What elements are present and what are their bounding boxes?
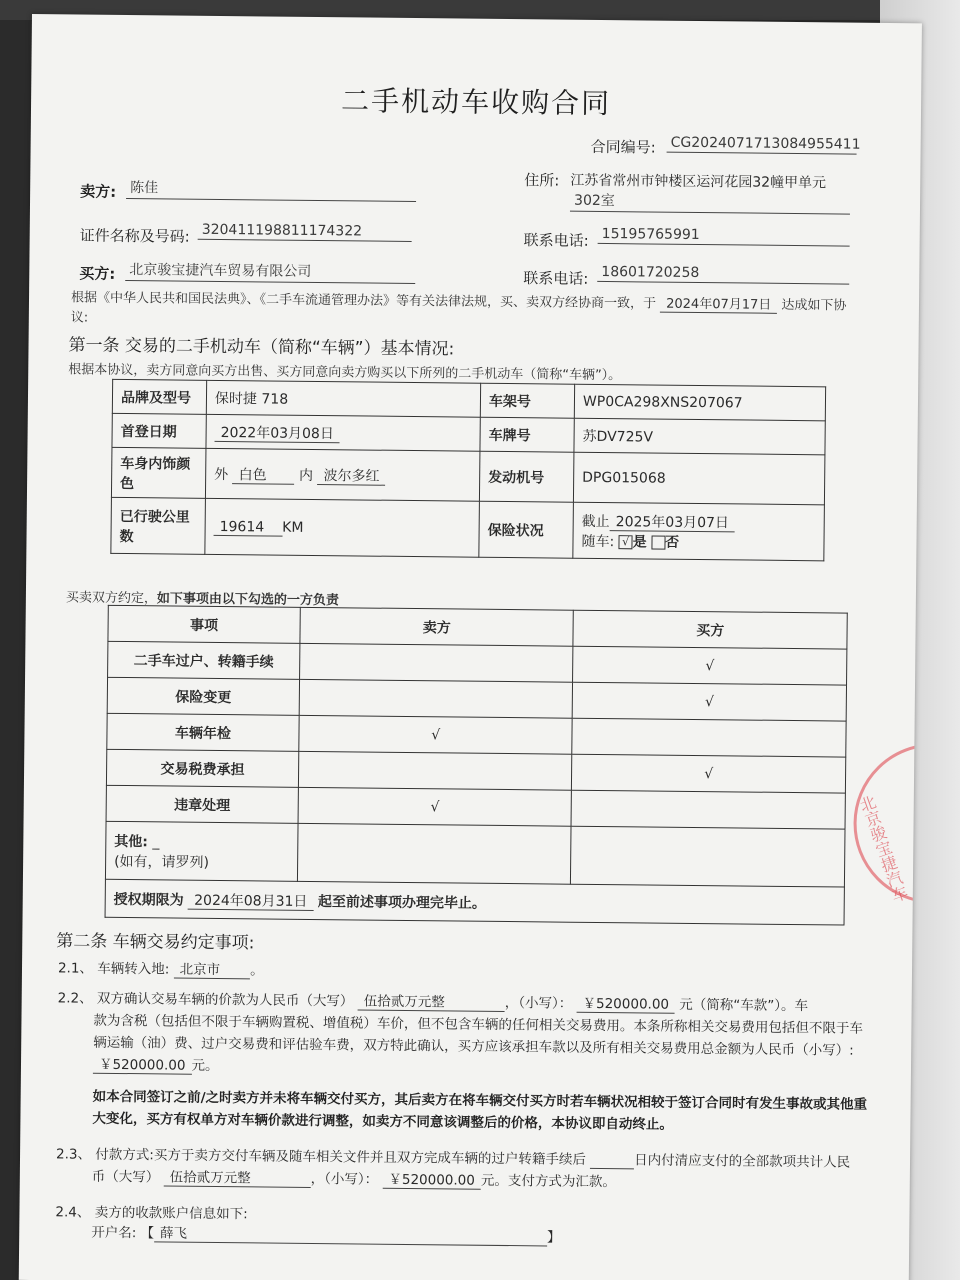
seal-text: 北京骏宝捷汽车 — [855, 792, 911, 905]
clause-2-4: 2.4、 卖方的收款账户信息如下: — [55, 1204, 248, 1223]
header-seller: 卖方 — [300, 607, 574, 646]
row-item: 车辆年检 — [107, 713, 299, 751]
plate-value: 苏DV725V — [574, 418, 825, 455]
contract-paper — [19, 14, 922, 1280]
interior-color: 波尔多红 — [317, 468, 385, 486]
row-seller-check: √ — [299, 715, 573, 754]
bold-clause-line2: 大变化，买方有权单方对车辆价款进行调整，如卖方不同意该调整后的价格，本协议即自动终止。 — [92, 1110, 673, 1133]
buyer-name: 北京骏宝捷汽车贸易有限公司 — [125, 259, 415, 284]
clause-2-2: 2.2、 双方确认交易车辆的价款为人民币（大写） 伍拾贰万元整 ，（小写）： ￥520000.00 元（简称“车款”）。车 — [57, 990, 809, 1015]
reg-date-label: 首登日期 — [112, 413, 206, 448]
row-buyer-check — [571, 790, 845, 829]
row-seller-check — [298, 751, 572, 790]
other-seller — [297, 823, 571, 884]
header-buyer: 买方 — [573, 610, 847, 649]
total-amount: ￥520000.00 — [93, 1057, 192, 1075]
seller-name: 陈佳 — [126, 177, 416, 202]
row-seller-check: √ — [298, 787, 572, 826]
clause-2-3-line2: 币（大写） 伍拾贰万元整 ，（小写）： ￥520000.00 元。支付方式为汇款。 — [91, 1168, 616, 1191]
address-line-1: 江苏省常州市钟楼区运河花园32幢甲单元 — [570, 172, 827, 192]
account-label: 开户名: — [91, 1224, 137, 1242]
reg-date-value: 2022年03月08日 — [215, 424, 340, 442]
insurance-cell: 截止 2025年03月07日 随车: √ 是 否 — [573, 502, 825, 561]
insurance-until: 2025年03月07日 — [610, 514, 735, 532]
document-title: 二手机动车收购合同 — [340, 84, 612, 121]
vin-value: WP0CA298XNS207067 — [574, 384, 825, 421]
buyer-label: 买方: — [79, 264, 116, 283]
address-label: 住所: — [524, 171, 560, 190]
transfer-city: 北京市 — [174, 962, 251, 980]
other-label: 其他: — [114, 833, 149, 850]
seller-phone: 15195765991 — [598, 226, 850, 247]
deadline-value: 2024年08月31日 — [188, 892, 313, 910]
vehicle-table — [110, 379, 826, 561]
payment-lower: ￥520000.00 — [382, 1172, 481, 1190]
buyer-phone: 18601720258 — [597, 264, 849, 285]
row-buyer-check: √ — [573, 682, 847, 721]
responsibility-table — [105, 605, 848, 926]
id-label: 证件名称及号码: — [79, 226, 190, 246]
deadline-suffix: 起至前述事项办理完毕止。 — [317, 893, 486, 912]
row-seller-check — [300, 643, 574, 682]
account-line: 开户名: 【 薛飞 】 — [91, 1224, 561, 1246]
reg-date-cell — [206, 414, 480, 451]
mileage-label: 已行驶公里 数 — [111, 497, 206, 554]
engine-label: 发动机号 — [479, 451, 574, 502]
other-hint: (如有，请罗列) — [114, 853, 210, 871]
account-name: 薛飞 — [154, 1225, 547, 1246]
deadline-cell — [105, 879, 844, 925]
clause-2-2-line2: 款为含税（包括但不限于车辆购置税、增值税）车价，但不包含车辆的任何相关交易费用。本条所称相关交易费用包括但不限于车 — [93, 1012, 864, 1037]
contract-no-value: CG2024071713084955411 — [667, 135, 857, 155]
color-label: 车身内饰颜 色 — [111, 447, 206, 498]
vin-label: 车架号 — [480, 383, 574, 418]
row-item: 交易税费承担 — [106, 749, 298, 787]
engine-value: DPG015068 — [573, 452, 825, 505]
article1-heading: 第一条 交易的二手机动车（简称“车辆”）基本情况: — [68, 335, 455, 360]
brand-value: 保时捷 718 — [206, 380, 480, 417]
color-cell: 外 白色 内 波尔多红 — [205, 448, 480, 501]
plate-label: 车牌号 — [480, 417, 574, 452]
buyer-phone-label: 联系电话: — [523, 269, 589, 288]
row-seller-check — [299, 679, 573, 718]
mileage-value: 19614 — [214, 518, 283, 536]
row-item: 违章处理 — [106, 785, 298, 823]
exterior-color: 白色 — [233, 467, 295, 485]
mileage-cell: 19614 KM — [205, 498, 480, 557]
row-buyer-check: √ — [573, 646, 847, 685]
seller-phone-label: 联系电话: — [523, 231, 589, 250]
responsibility-intro: 买卖双方约定，如下事项由以下勾选的一方负责 — [65, 590, 339, 609]
insurance-no-checkbox[interactable] — [651, 535, 665, 549]
row-buyer-check: √ — [572, 754, 846, 793]
address-line-2: 302室 — [570, 190, 850, 215]
intro-text-end: 议: — [70, 310, 89, 326]
price-upper: 伍拾贰万元整 — [358, 993, 505, 1012]
header-item: 事项 — [108, 605, 300, 643]
clause-2-1: 2.1、 车辆转入地: 北京市 。 — [57, 960, 264, 979]
payment-days — [590, 1152, 634, 1169]
bold-clause-line1: 如本合同签订之前/之时卖方并未将车辆交付买方，其后卖方在将车辆交付买方时若车辆状况相较于签订合同时有发生事故或其他重 — [92, 1088, 868, 1113]
brand-label: 品牌及型号 — [112, 379, 206, 414]
article1-desc: 根据本协议，卖方同意向买方出售、买方同意向卖方购买以下所列的二手机动车（简称“车辆”）。 — [68, 362, 622, 384]
other-cell: 其他: _ (如有，请罗列) — [105, 821, 298, 881]
clause-2-2-line3: 辆运输（油）费、过户交易费和评估验车费，双方特此确认，买方应该承担车款以及所有相关交易费用总金额为人民币（小写）: — [93, 1034, 854, 1059]
contract-no-label: 合同编号: — [590, 137, 656, 157]
price-lower: ￥520000.00 — [576, 996, 675, 1014]
clause-2-2-total: ￥520000.00 元。 — [93, 1055, 219, 1077]
row-item: 保险变更 — [107, 677, 299, 715]
article2-heading: 第二条 车辆交易约定事项: — [56, 931, 255, 954]
deadline-label: 授权期限为 — [113, 891, 184, 909]
insurance-yes-checkbox[interactable]: √ — [619, 535, 633, 549]
row-buyer-check — [572, 718, 846, 757]
seller-label: 卖方: — [80, 182, 117, 201]
row-item: 二手车过户、转籍手续 — [108, 641, 300, 679]
payment-upper: 伍拾贰万元整 — [164, 1169, 311, 1188]
id-value: 320411198811174322 — [198, 222, 412, 242]
insurance-label: 保险状况 — [479, 501, 574, 558]
other-buyer — [571, 826, 845, 887]
intro-text: 根据《中华人民共和国民法典》、《二手车流通管理办法》等有关法律法规，买、卖双方经协商一致，于 2024年07月17日 达成如下协 — [70, 290, 847, 314]
clause-2-3: 2.3、 付款方式:买方于卖方交付车辆及随车相关文件并且双方完成车辆的过户转籍手续后 日内付清应支付的全部款项共计人民 — [55, 1146, 851, 1171]
